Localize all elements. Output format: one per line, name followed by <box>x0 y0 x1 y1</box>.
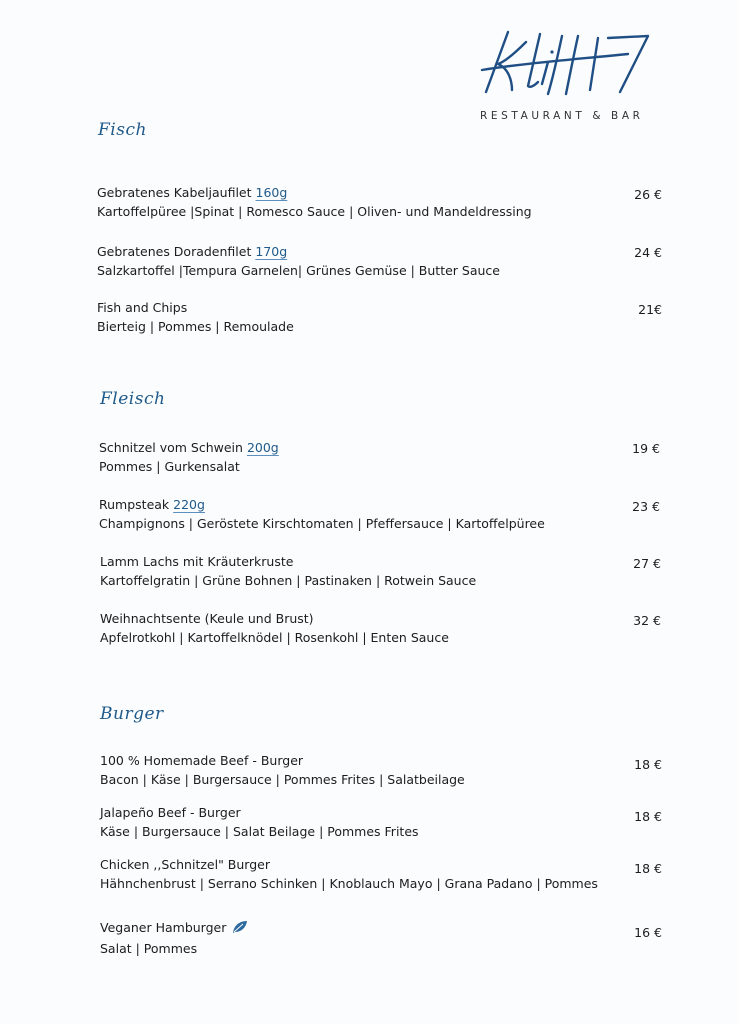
brand-logo <box>478 24 658 124</box>
item-description: Salat | Pommes <box>100 941 198 956</box>
leaf-icon <box>232 920 248 939</box>
kliff-logo-mark <box>478 24 658 104</box>
menu-item <box>100 553 660 590</box>
item-name: Schnitzel vom Schwein <box>99 440 243 455</box>
item-name: 100 % Homemade Beef - Burger <box>100 753 304 768</box>
menu-item <box>100 752 660 789</box>
item-description: Apfelrotkohl | Kartoffelknödel | Rosenkohl | Enten Sauce <box>100 630 449 645</box>
item-price: 21€ <box>638 302 662 317</box>
item-name: Jalapeño Beef - Burger <box>100 805 241 820</box>
item-description: Kartoffelgratin | Grüne Bohnen | Pastinaken | Rotwein Sauce <box>100 573 477 588</box>
item-name: Lamm Lachs mit Kräuterkruste <box>100 554 294 569</box>
menu-item <box>97 243 657 280</box>
menu-item <box>99 496 659 533</box>
item-name: Veganer Hamburger <box>100 920 227 935</box>
item-description: Champignons | Geröstete Kirschtomaten | Pfeffersauce | Kartoffelpüree <box>99 516 545 531</box>
item-price: 18 € <box>634 809 662 824</box>
menu-item <box>100 804 660 841</box>
item-description: Pommes | Gurkensalat <box>99 459 240 474</box>
menu-item <box>100 856 660 893</box>
item-name: Gebratenes Kabeljaufilet <box>97 185 252 200</box>
item-price: 23 € <box>632 499 660 514</box>
item-price: 26 € <box>634 187 662 202</box>
item-description: Hähnchenbrust | Serrano Schinken | Knoblauch Mayo | Grana Padano | Pommes <box>100 876 598 891</box>
menu-item <box>100 919 660 958</box>
section-title-fisch: Fisch <box>98 120 147 140</box>
menu-item <box>97 184 657 221</box>
item-price: 18 € <box>634 757 662 772</box>
item-description: Bacon | Käse | Burgersauce | Pommes Frites | Salatbeilage <box>100 772 465 787</box>
item-weight: 220g <box>173 497 205 512</box>
item-weight: 200g <box>246 440 279 455</box>
item-name: Fish and Chips <box>97 300 188 315</box>
section-title-fleisch: Fleisch <box>100 389 166 409</box>
item-name: Gebratenes Doradenfilet <box>97 244 252 259</box>
item-price: 19 € <box>632 441 660 456</box>
item-description: Salzkartoffel |Tempura Garnelen| Grünes Gemüse | Butter Sauce <box>97 263 500 278</box>
item-price: 24 € <box>634 245 662 260</box>
item-price: 16 € <box>634 925 662 940</box>
menu-item <box>99 439 659 476</box>
item-weight: 160g <box>255 185 288 200</box>
item-description: Bierteig | Pommes | Remoulade <box>97 319 294 334</box>
item-name: Weihnachtsente (Keule und Brust) <box>100 611 314 626</box>
item-weight: 170g <box>255 244 288 259</box>
item-name: Rumpsteak <box>99 497 170 512</box>
menu-item <box>97 299 657 336</box>
menu-item <box>100 610 660 647</box>
item-description: Kartoffelpüree |Spinat | Romesco Sauce | Oliven- und Mandeldressing <box>97 204 532 219</box>
item-description: Käse | Burgersauce | Salat Beilage | Pommes Frites <box>100 824 419 839</box>
section-title-burger: Burger <box>100 704 164 724</box>
item-price: 32 € <box>633 613 661 628</box>
item-name: Chicken ,,Schnitzel" Burger <box>100 857 270 872</box>
item-price: 27 € <box>633 556 661 571</box>
brand-subtitle: RESTAURANT & BAR <box>480 110 644 122</box>
item-price: 18 € <box>634 861 662 876</box>
